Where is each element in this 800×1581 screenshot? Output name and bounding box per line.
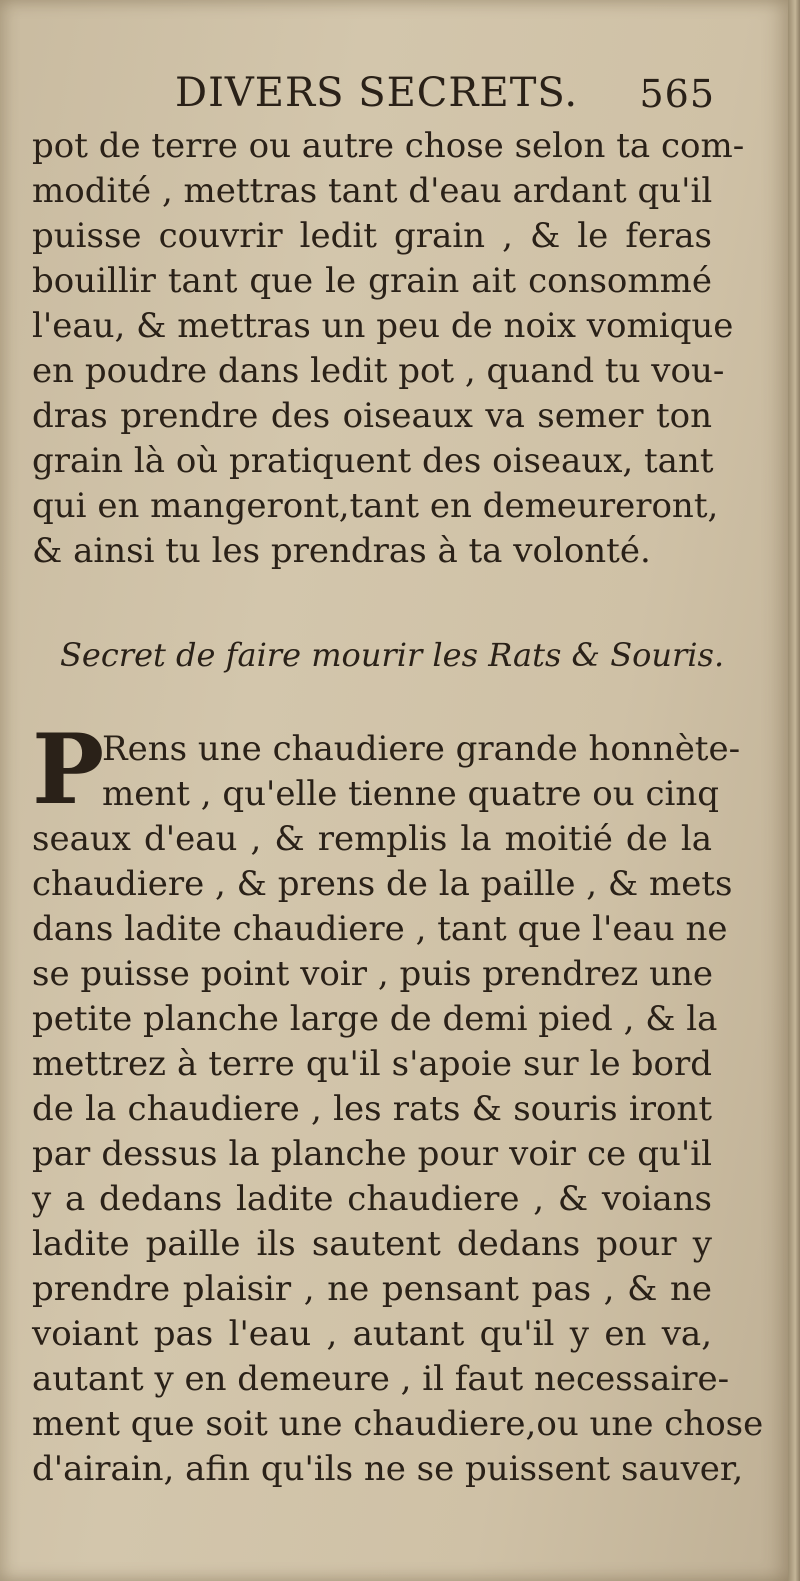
text-line: de la chaudiere , les rats & souris iront xyxy=(32,1089,712,1129)
text-line: pot de terre ou autre chose selon ta com- xyxy=(32,126,745,166)
text-line: grain là où pratiquent des oiseaux, tant xyxy=(32,441,714,481)
text-line: seaux d'eau , & remplis la moitié de la xyxy=(32,819,712,859)
text-line: modité , mettras tant d'eau ardant qu'il xyxy=(32,171,713,211)
text-line: y a dedans ladite chaudiere , & voians xyxy=(32,1179,712,1219)
text-line: dans ladite chaudiere , tant que l'eau ne xyxy=(32,909,728,949)
page-edge xyxy=(788,0,800,1581)
text-line: ment , qu'elle tienne quatre ou cinq xyxy=(102,774,720,814)
text-line: d'airain, afin qu'ils ne se puissent sauver, xyxy=(32,1449,744,1489)
text-line: bouillir tant que le grain ait consommé xyxy=(32,261,712,301)
drop-cap: P xyxy=(32,713,105,826)
text-line: ment que soit une chaudiere,ou une chose xyxy=(32,1404,764,1444)
page-number: 565 xyxy=(639,72,715,116)
text-line: dras prendre des oiseaux va semer ton xyxy=(32,396,712,436)
text-line: chaudiere , & prens de la paille , & mets xyxy=(32,864,733,904)
paragraph-1 xyxy=(32,124,745,574)
paragraph-2 xyxy=(32,713,764,1492)
text-line: en poudre dans ledit pot , quand tu vou- xyxy=(32,351,725,391)
text-line: ladite paille ils sautent dedans pour y xyxy=(32,1224,712,1264)
text-line: se puisse point voir , puis prendrez une xyxy=(32,954,714,994)
text-line: puisse couvrir ledit grain , & le feras xyxy=(32,216,712,256)
text-line: autant y en demeure , il faut necessaire- xyxy=(32,1359,730,1399)
text-line: voiant pas l'eau , autant qu'il y en va, xyxy=(32,1314,712,1354)
text-line: par dessus la planche pour voir ce qu'il xyxy=(32,1134,712,1174)
text-line: mettrez à terre qu'il s'apoie sur le bord xyxy=(32,1044,712,1084)
text-line: prendre plaisir , ne pensant pas , & ne xyxy=(32,1269,712,1309)
text-line: l'eau, & mettras un peu de noix vomique xyxy=(32,306,734,346)
running-title: DIVERS SECRETS. xyxy=(175,70,579,116)
text-line: & ainsi tu les prendras à ta volonté. xyxy=(32,531,651,571)
text-line: qui en mangeront,tant en demeureront, xyxy=(32,486,719,526)
page-header xyxy=(175,70,715,120)
text-line: petite planche large de demi pied , & la xyxy=(32,999,718,1039)
text-line: Rens une chaudiere grande honnète- xyxy=(102,729,741,769)
section-heading: Secret de faire mourir les Rats & Souris. xyxy=(60,636,725,674)
